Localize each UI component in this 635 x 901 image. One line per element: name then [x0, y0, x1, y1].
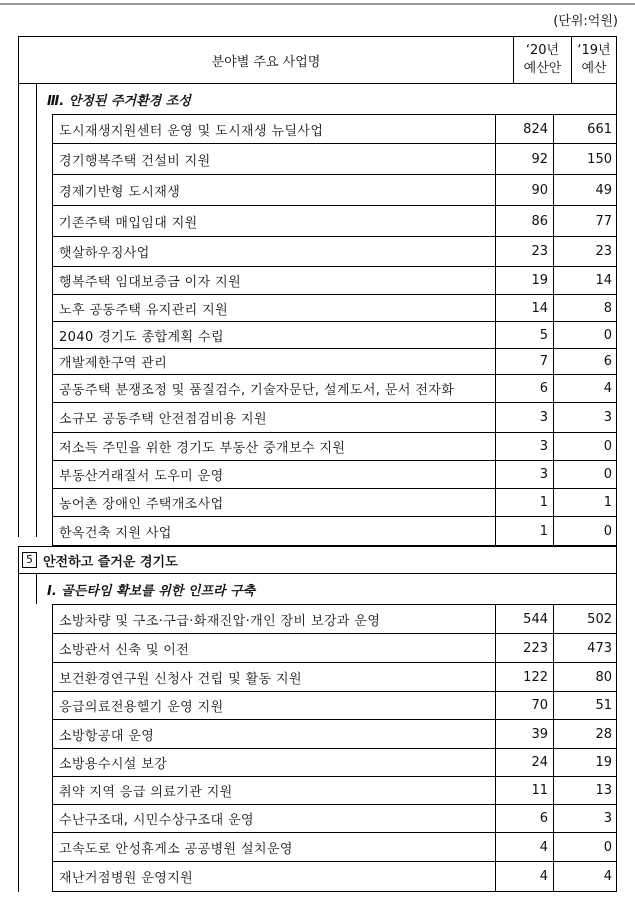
project-name: 부동산거래질서 도우미 운영 [53, 461, 496, 488]
inner-left-line [36, 84, 37, 537]
table-row [52, 692, 617, 720]
top-rule [0, 3, 635, 5]
budget-2020: 3 [496, 461, 554, 488]
unit-label: (단위:억원) [553, 14, 618, 29]
table-row [52, 114, 617, 144]
section-iii-heading: Ⅲ. 안정된 주거환경 조성 [36, 84, 617, 114]
budget-2019: 0 [603, 327, 612, 343]
table-row [52, 206, 617, 237]
project-name: 경기행복주택 건설비 지원 [53, 144, 496, 174]
budget-2019: 77 [595, 213, 612, 229]
budget-2020: 92 [496, 144, 554, 174]
budget-2020: 223 [496, 634, 554, 662]
project-name: 행복주택 임대보증금 이자 지원 [53, 267, 496, 294]
budget-2020: 90 [496, 175, 554, 205]
project-name: 개발제한구역 관리 [53, 349, 496, 374]
budget-2019: 0 [603, 467, 612, 482]
budget-2020: 7 [496, 349, 554, 374]
budget-2020: 6 [496, 805, 554, 832]
budget-2020: 39 [496, 720, 554, 748]
budget-2020: 4 [496, 862, 554, 891]
budget-2019: 4 [603, 869, 612, 884]
budget-2020: 4 [496, 833, 554, 861]
table-row [52, 862, 617, 892]
budget-2019: 51 [595, 698, 612, 713]
table-row [52, 322, 617, 349]
table-row [52, 403, 617, 433]
section-5-label: 안전하고 즐거운 경기도 [43, 554, 178, 570]
budget-2019: 8 [603, 300, 612, 316]
budget-2020: 14 [496, 295, 554, 321]
budget-2019: 661 [587, 121, 612, 137]
table-row [52, 749, 617, 777]
table-row [52, 433, 617, 461]
budget-2019: 49 [595, 182, 612, 198]
budget-2019: 80 [595, 669, 612, 685]
budget-2019: 0 [603, 523, 612, 539]
project-name: 소방차량 및 구조·구급·화재진압·개인 장비 보강과 운영 [53, 605, 496, 633]
project-name: 경제기반형 도시재생 [53, 175, 496, 205]
table-row [52, 663, 617, 692]
header-col-2020 [514, 37, 572, 83]
project-name: 소방항공대 운영 [53, 720, 496, 748]
table-row [52, 237, 617, 267]
budget-2020: 70 [496, 692, 554, 719]
table-row [52, 267, 617, 295]
project-name: 소방관서 신축 및 이전 [53, 634, 496, 662]
project-name: 한옥건축 지원 사업 [53, 517, 496, 545]
budget-2019: 14 [595, 273, 612, 288]
header-col-2020-line1: ‘20년 [525, 43, 560, 58]
project-name: 공동주택 분쟁조정 및 품질검수, 기술자문단, 설계도서, 문서 전자화 [53, 375, 496, 402]
budget-2019: 13 [595, 783, 612, 798]
table-row [52, 295, 617, 322]
budget-2019: 6 [603, 354, 612, 369]
project-name: 보건환경연구원 신청사 건립 및 활동 지원 [53, 663, 496, 691]
table-row [52, 144, 617, 175]
section-5-number: 5 [22, 552, 37, 568]
budget-2019: 0 [603, 439, 612, 454]
budget-2019: 4 [603, 381, 612, 396]
project-name: 수난구조대, 시민수상구조대 운영 [53, 805, 496, 832]
budget-2020: 3 [496, 433, 554, 460]
budget-2020: 3 [496, 403, 554, 432]
table-row [52, 517, 617, 546]
budget-2019: 23 [595, 244, 612, 259]
table-header [18, 36, 617, 84]
table-row [52, 833, 617, 862]
budget-2019: 3 [603, 410, 612, 425]
budget-2019: 1 [603, 495, 612, 510]
budget-2020: 6 [496, 375, 554, 402]
outer-left-line [18, 84, 19, 537]
budget-2020: 23 [496, 237, 554, 266]
header-col-2019 [572, 37, 616, 83]
table-row [52, 489, 617, 517]
section-i-heading: Ⅰ. 골든타임 확보를 위한 인프라 구축 [36, 574, 617, 604]
header-col-2019-line2: 예산 [581, 61, 607, 76]
project-name: 저소득 주민을 위한 경기도 부동산 중개보수 지원 [53, 433, 496, 460]
budget-2019: 502 [587, 611, 612, 627]
table-row [52, 175, 617, 206]
section-5-heading [18, 546, 617, 574]
budget-2020: 1 [496, 489, 554, 516]
table-row [52, 777, 617, 805]
project-name: 응급의료전용헬기 운영 지원 [53, 692, 496, 719]
project-name: 도시재생지원센터 운영 및 도시재생 뉴딜사업 [53, 115, 496, 143]
project-name: 소규모 공동주택 안전점검비용 지원 [53, 403, 496, 432]
outer-left-line-2 [18, 574, 19, 892]
budget-2019: 150 [587, 151, 612, 167]
budget-2019: 19 [595, 755, 612, 770]
table-row [52, 634, 617, 663]
project-name: 노후 공동주택 유지관리 지원 [53, 295, 496, 321]
project-name: 2040 경기도 종합계획 수립 [53, 322, 496, 348]
budget-2019: 0 [603, 839, 612, 855]
project-name: 소방용수시설 보강 [53, 749, 496, 776]
budget-2020: 11 [496, 777, 554, 804]
header-title: 분야별 주요 사업명 [19, 37, 514, 83]
budget-2019: 3 [603, 811, 612, 826]
header-col-2020-line2: 예산안 [523, 61, 562, 76]
budget-2020: 1 [496, 517, 554, 545]
header-col-2019-line1: ‘19년 [577, 43, 611, 58]
budget-2020: 824 [496, 115, 554, 143]
table-row [52, 604, 617, 634]
table-row [52, 720, 617, 749]
budget-2020: 122 [496, 663, 554, 691]
budget-2020: 19 [496, 267, 554, 294]
project-name: 햇살하우징사업 [53, 237, 496, 266]
budget-2020: 86 [496, 206, 554, 236]
project-name: 농어촌 장애인 주택개조사업 [53, 489, 496, 516]
project-name: 취약 지역 응급 의료기관 지원 [53, 777, 496, 804]
budget-2020: 5 [496, 322, 554, 348]
budget-2019: 473 [587, 640, 612, 656]
table-row [52, 805, 617, 833]
project-name: 재난거점병원 운영지원 [53, 862, 496, 891]
table-row [52, 461, 617, 489]
budget-2020: 544 [496, 605, 554, 633]
budget-2019: 28 [595, 726, 612, 742]
table-row [52, 349, 617, 375]
table-row [52, 375, 617, 403]
project-name: 고속도로 안성휴게소 공공병원 설치운영 [53, 833, 496, 861]
budget-2020: 24 [496, 749, 554, 776]
project-name: 기존주택 매입임대 지원 [53, 206, 496, 236]
